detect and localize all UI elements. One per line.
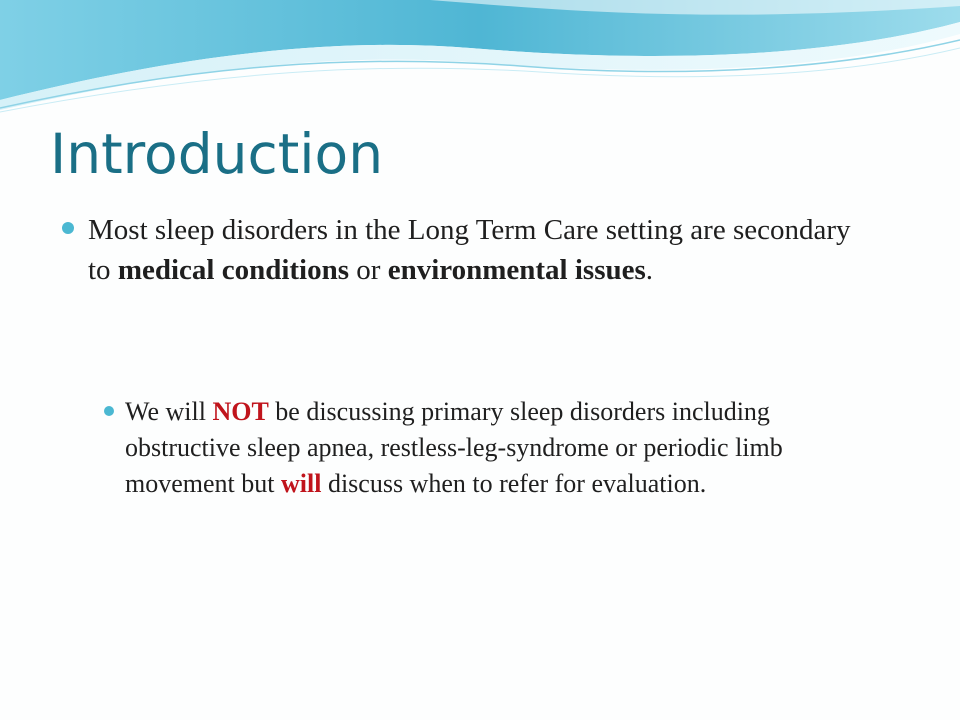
sub-bullet-emphasis-will: will	[280, 469, 322, 498]
bullet-1-text-end: .	[645, 254, 654, 286]
bullet-1-emphasis-medical: medical conditions	[117, 254, 350, 286]
header-wave-decoration	[0, 0, 960, 120]
bullet-icon	[62, 222, 74, 234]
sub-bullet-emphasis-not: NOT	[212, 397, 269, 426]
sub-bullet-text-3: discuss when to refer for evaluation.	[321, 469, 707, 498]
sub-bullet-text-1: We will	[125, 397, 213, 426]
bullet-1-text-mid: or	[349, 254, 388, 286]
sub-bullet-text-2: be discussing primary sleep disorders including obstructive sleep apnea, restless-leg-syndrome or periodic limb movement but	[125, 397, 783, 498]
page-title: Introduction	[50, 122, 384, 186]
bullet-1-emphasis-environmental: environmental issues	[387, 254, 646, 286]
bullet-1-text: Most sleep disorders in the Long Term Care setting are secondary to	[88, 214, 851, 286]
sub-bullet-icon	[104, 406, 114, 416]
sub-bullet-item-1	[125, 394, 885, 502]
bullet-item-1	[88, 210, 878, 290]
